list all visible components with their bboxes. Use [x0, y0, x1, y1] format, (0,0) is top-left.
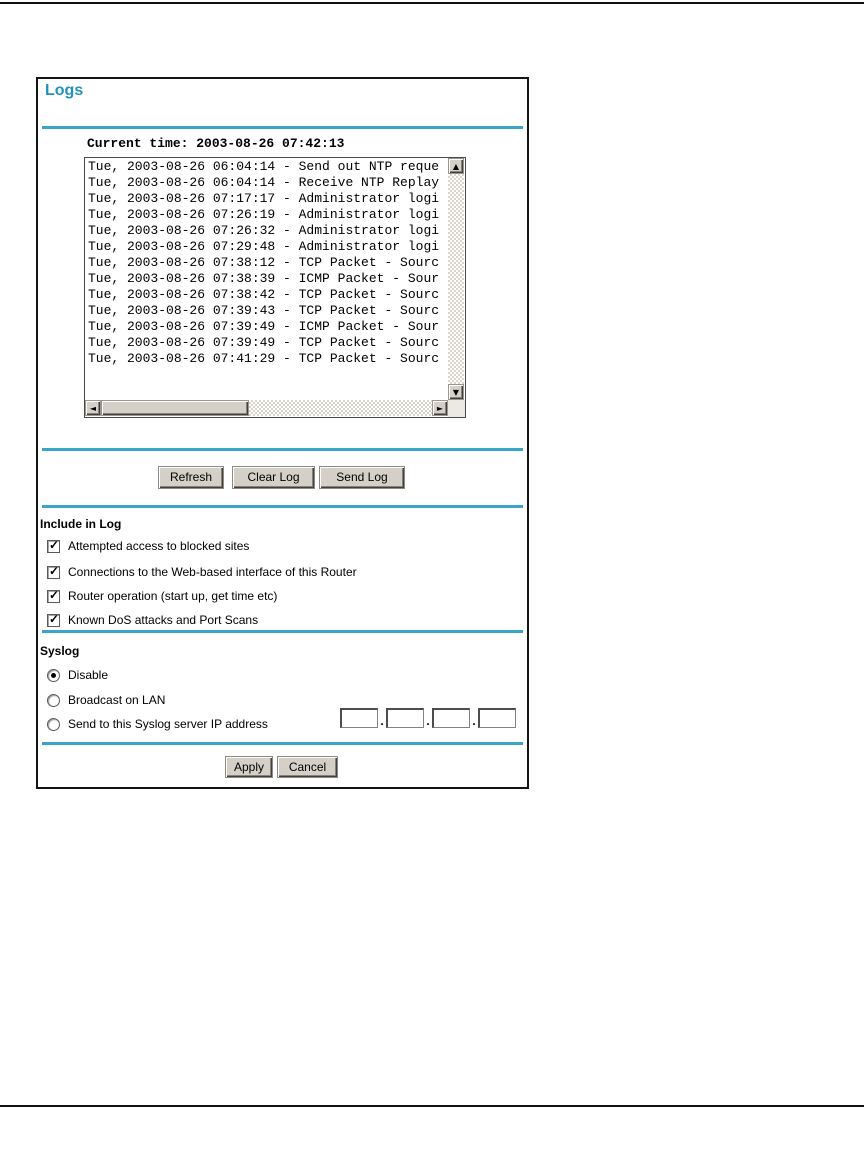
scroll-up-icon[interactable]: ▲: [448, 158, 464, 174]
ip-octet-1-field[interactable]: [340, 708, 378, 728]
checkbox-icon[interactable]: [47, 614, 60, 627]
radio-icon[interactable]: [47, 718, 60, 731]
ip-dot-separator: .: [426, 714, 430, 728]
checkbox-label: Connections to the Web-based interface of this Router: [68, 565, 357, 579]
scroll-left-icon[interactable]: ◄: [85, 400, 101, 416]
ip-octet-2-field[interactable]: [386, 708, 424, 728]
scrollbar-corner: [448, 400, 465, 417]
checkbox-label: Known DoS attacks and Port Scans: [68, 613, 259, 627]
log-textarea[interactable]: [84, 157, 466, 418]
clear-log-button[interactable]: Clear Log: [232, 466, 315, 489]
ip-octet-4-field[interactable]: [478, 708, 516, 728]
checkbox-row-blocked-sites[interactable]: [47, 538, 249, 554]
scroll-down-icon[interactable]: ▼: [448, 384, 464, 400]
radio-row-disable[interactable]: [47, 667, 108, 683]
horizontal-scrollbar[interactable]: [85, 400, 448, 417]
page-title: Logs: [45, 82, 84, 99]
radio-label: Disable: [68, 668, 109, 682]
scroll-right-icon[interactable]: ►: [432, 400, 448, 416]
vertical-scrollbar[interactable]: [448, 158, 465, 400]
syslog-heading: Syslog: [40, 644, 80, 658]
checkbox-label: Router operation (start up, get time etc): [68, 589, 278, 603]
cancel-button[interactable]: Cancel: [277, 756, 338, 778]
page-top-rule: [0, 2, 864, 4]
syslog-ip-address-fields: [340, 708, 516, 728]
radio-label: Send to this Syslog server IP address: [68, 717, 268, 731]
divider: [42, 505, 523, 508]
divider: [42, 126, 523, 129]
apply-button[interactable]: Apply: [225, 756, 273, 778]
divider: [42, 742, 523, 745]
checkbox-icon[interactable]: [47, 566, 60, 579]
ip-dot-separator: .: [472, 714, 476, 728]
checkbox-row-router-operation[interactable]: [47, 588, 277, 604]
log-text: Tue, 2003-08-26 06:04:14 - Send out NTP reque Tue, 2003-08-26 06:04:14 - Receive NTP Replay Tue, 2003-08-26 07:17:17 - Administrator logi Tue, 2003-08-26 07:26:19 - Administrator logi Tue, 2003-08-26 07:26:32 - Administrator logi Tue, 2003-08-26 07:29:48 - Administrator logi Tue, 2003-08-26 07:38:12 - TCP Packet - Sourc Tue, 2003-08-26 07:38:39 - ICMP Packet - Sour Tue, 2003-08-26 07:38:42 - TCP Packet - Sourc Tue, 2003-08-26 07:39:43 - TCP Packet - Sourc Tue, 2003-08-26 07:39:49 - ICMP Packet - Sour Tue, 2003-08-26 07:39:49 - TCP Packet - Sourc Tue, 2003-08-26 07:41:29 - TCP Packet - Sourc: [88, 159, 440, 366]
checkbox-row-dos-attacks[interactable]: [47, 612, 258, 628]
vertical-scrollbar-track[interactable]: [448, 174, 464, 384]
checkbox-row-web-interface[interactable]: [47, 564, 357, 580]
ip-octet-3-field[interactable]: [432, 708, 470, 728]
radio-icon[interactable]: [47, 669, 60, 682]
send-log-button[interactable]: Send Log: [319, 466, 405, 489]
current-time-label: Current time: 2003-08-26 07:42:13: [87, 136, 345, 151]
checkbox-icon[interactable]: [47, 540, 60, 553]
radio-icon[interactable]: [47, 694, 60, 707]
radio-label: Broadcast on LAN: [68, 693, 166, 707]
refresh-button[interactable]: Refresh: [158, 466, 224, 489]
radio-row-broadcast-lan[interactable]: [47, 692, 165, 708]
logs-panel: [36, 77, 529, 789]
divider: [42, 448, 523, 451]
page-bottom-rule: [0, 1105, 864, 1107]
horizontal-scrollbar-thumb[interactable]: [101, 400, 249, 416]
divider: [42, 630, 523, 633]
checkbox-icon[interactable]: [47, 590, 60, 603]
checkbox-label: Attempted access to blocked sites: [68, 539, 250, 553]
include-in-log-heading: Include in Log: [40, 517, 122, 531]
ip-dot-separator: .: [380, 714, 384, 728]
radio-row-syslog-server[interactable]: [47, 716, 268, 732]
